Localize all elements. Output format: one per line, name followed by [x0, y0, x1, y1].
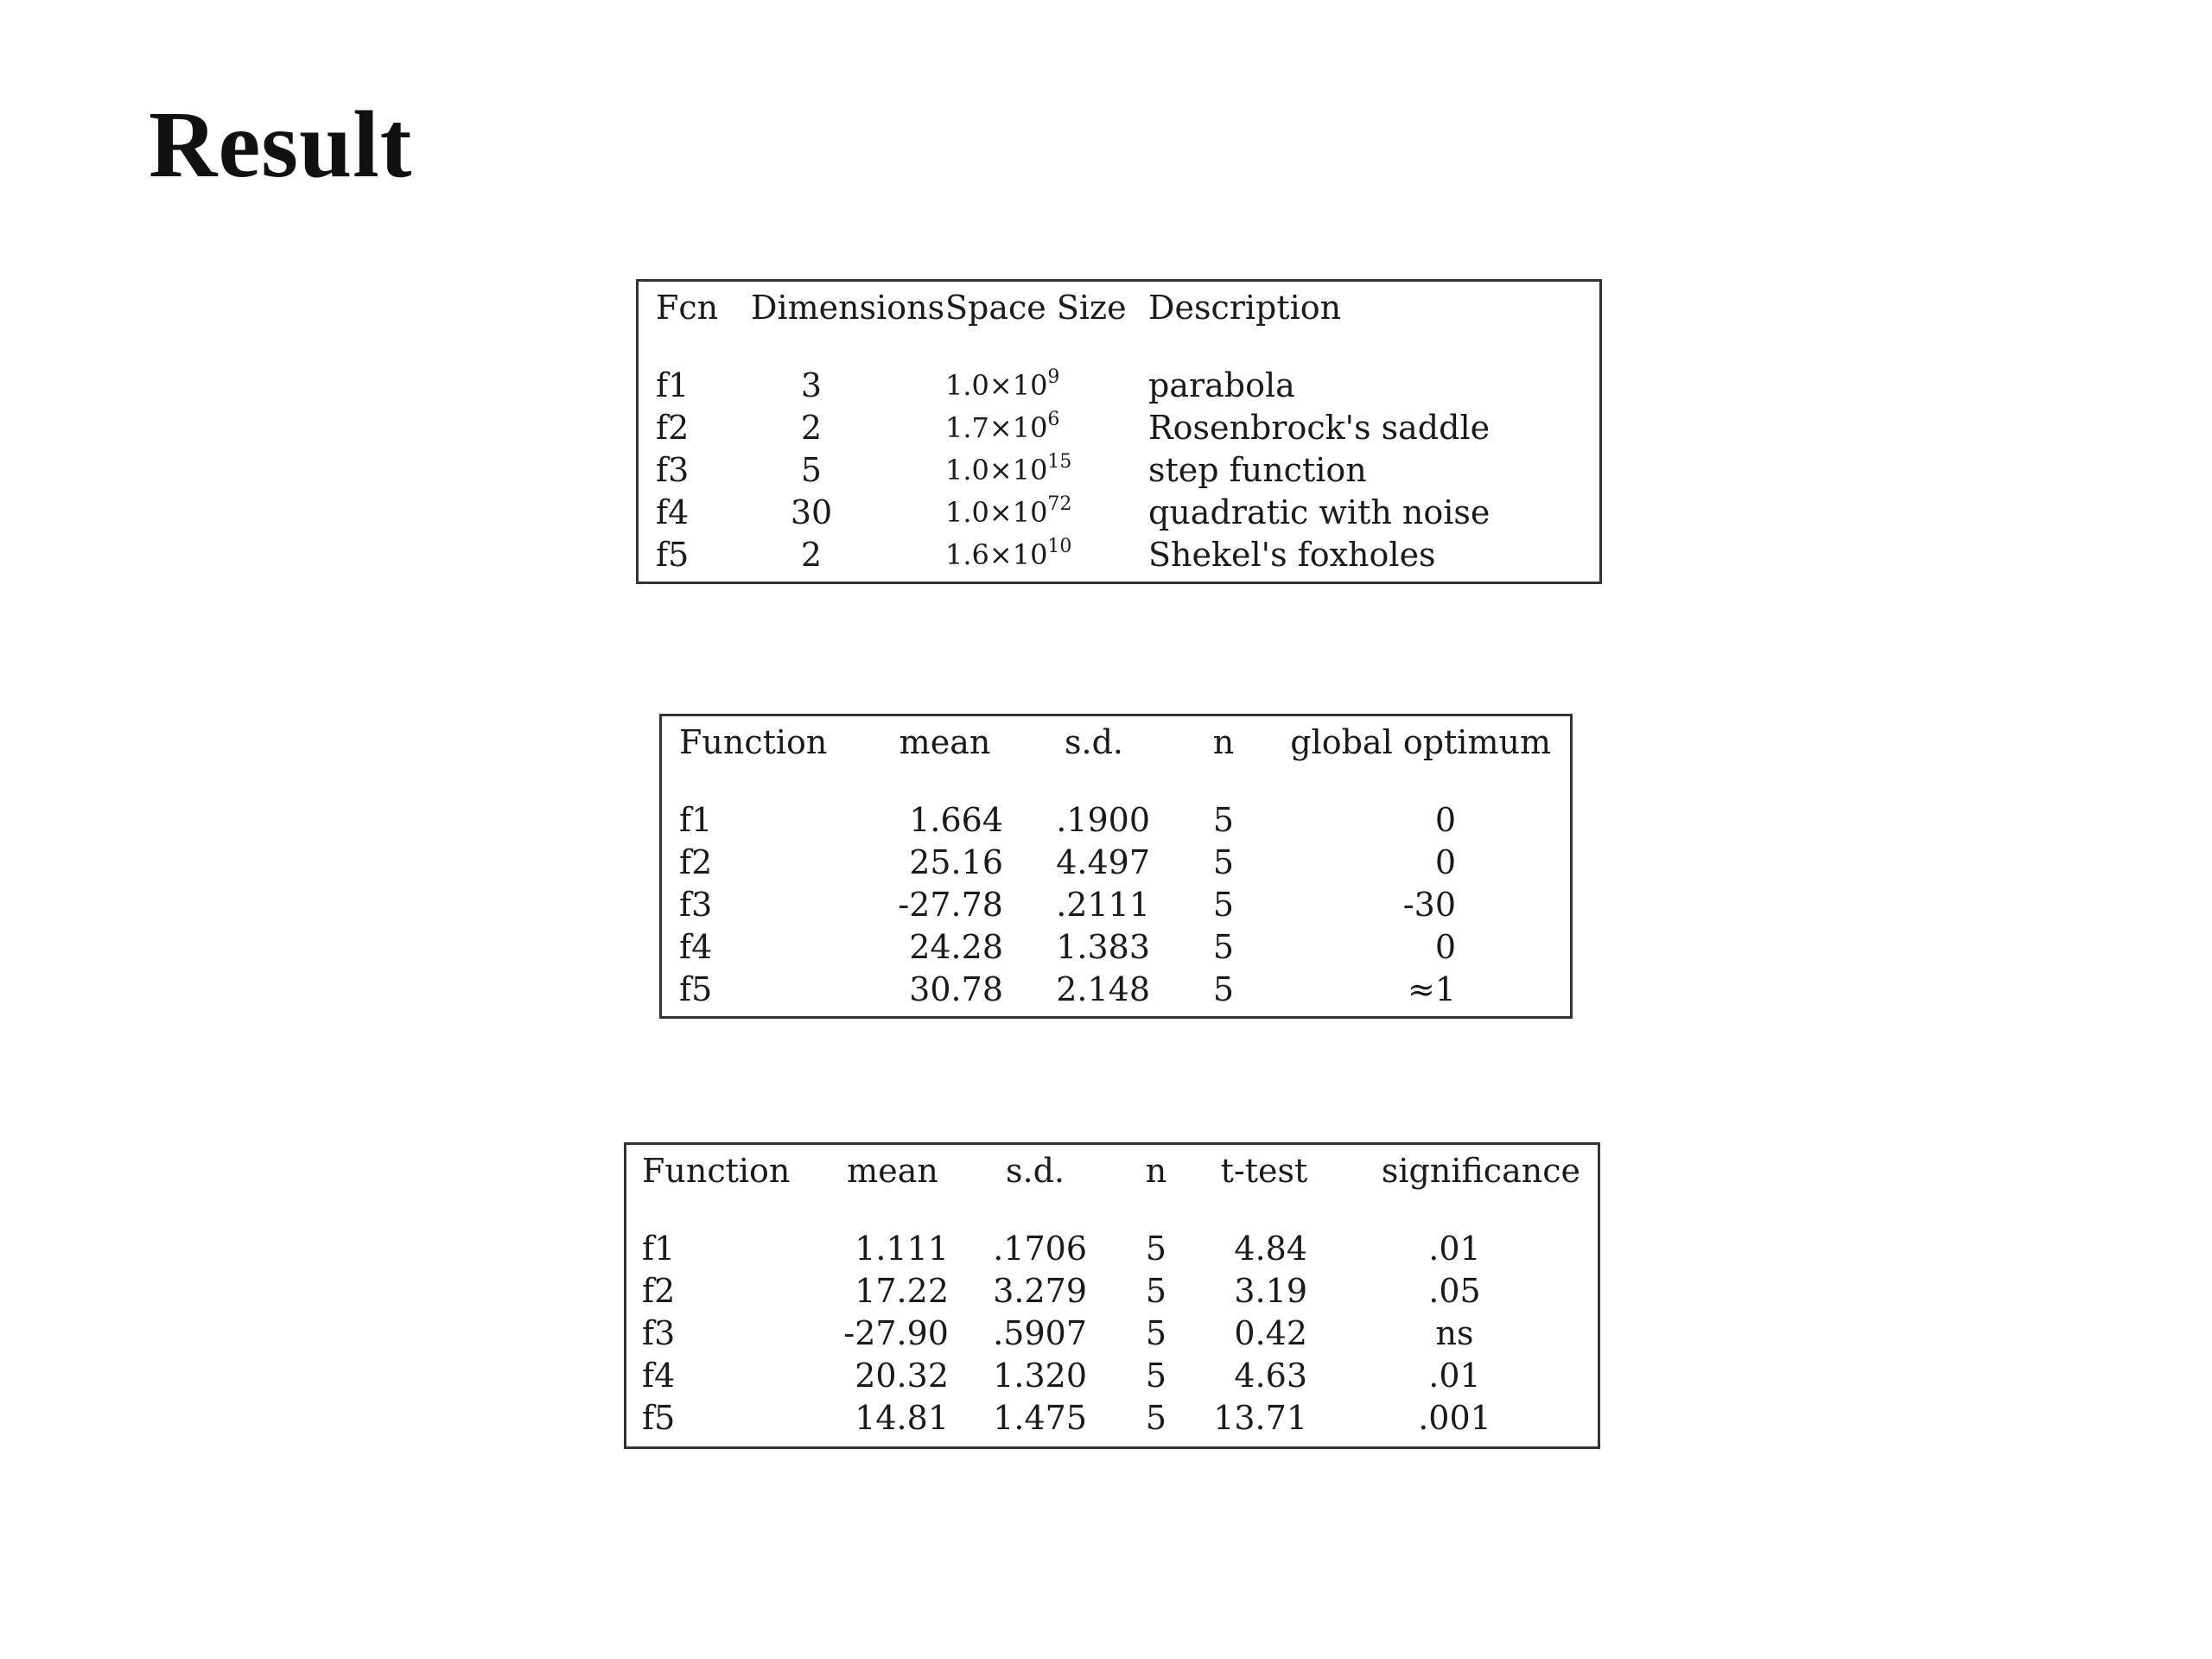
function-cell: f3 [642, 1314, 676, 1352]
function-cell: f3 [679, 886, 713, 924]
header-mean: mean [899, 723, 991, 761]
table-row [656, 407, 1586, 449]
sd-cell: 2.148 [1056, 970, 1150, 1008]
page-title: Result [149, 92, 413, 197]
t-test-cell: 3.19 [1234, 1272, 1307, 1310]
table-row [656, 492, 1586, 534]
function-cell: f4 [679, 928, 713, 966]
table-row [679, 842, 1551, 884]
description-cell: quadratic with noise [1148, 493, 1491, 531]
significance-cell: .01 [1428, 1357, 1481, 1395]
table-row [642, 1270, 1580, 1313]
space-size-cell [915, 365, 1148, 407]
table-row [656, 449, 1586, 492]
n-cell: 5 [1212, 970, 1235, 1008]
fcn-cell: f2 [656, 409, 690, 447]
mean-cell: 17.22 [855, 1272, 949, 1310]
n-cell: 5 [1212, 928, 1235, 966]
optimum-cell: ≈1 [1407, 970, 1456, 1008]
results-table [659, 714, 1573, 1019]
header-space-size: Space Size [945, 289, 1127, 327]
fcn-cell: f3 [656, 451, 690, 489]
function-cell: f1 [679, 801, 713, 839]
mean-cell: 24.28 [909, 928, 1003, 966]
optimum-cell: 0 [1434, 928, 1456, 966]
sd-cell: .1900 [1056, 801, 1150, 839]
function-cell: f1 [642, 1230, 676, 1268]
sd-cell: 1.383 [1056, 928, 1150, 966]
mean-cell: 30.78 [909, 970, 1003, 1008]
sd-cell: .1706 [993, 1230, 1087, 1268]
header-fcn: Fcn [656, 289, 719, 327]
comparison-table [624, 1142, 1600, 1449]
space-size-exponent: 15 [1047, 451, 1072, 473]
n-cell: 5 [1145, 1357, 1167, 1395]
table-row [642, 1397, 1580, 1440]
spacer-cell [656, 334, 1586, 365]
mean-cell: 14.81 [855, 1399, 949, 1437]
table-row [679, 799, 1551, 842]
header-dimensions: Dimensions [751, 289, 945, 327]
description-cell: Rosenbrock's saddle [1148, 409, 1491, 447]
dimensions-cell: 2 [800, 536, 823, 574]
t-test-cell: 13.71 [1213, 1399, 1307, 1437]
dimensions-cell: 3 [800, 366, 823, 404]
header-significance: significance [1381, 1152, 1580, 1190]
mean-cell: 20.32 [855, 1357, 949, 1395]
n-cell: 5 [1212, 886, 1235, 924]
spacer-cell [642, 1197, 1580, 1228]
description-cell: step function [1148, 451, 1367, 489]
header-sd: s.d. [1006, 1152, 1065, 1190]
spacer-row [656, 334, 1586, 365]
dimensions-cell: 30 [790, 493, 833, 531]
sd-cell: .2111 [1056, 886, 1150, 924]
significance-cell: .05 [1428, 1272, 1481, 1310]
mean-cell: -27.78 [898, 886, 1003, 924]
space-size-mantissa: 1.7×10 [945, 411, 1048, 444]
sd-cell: 4.497 [1056, 843, 1150, 881]
table-row [679, 969, 1551, 1011]
table-row [656, 534, 1586, 576]
space-size-cell [915, 492, 1148, 534]
table-header-row [679, 716, 1551, 768]
significance-cell: .001 [1418, 1399, 1491, 1437]
header-mean: mean [847, 1152, 938, 1190]
dimensions-cell: 5 [800, 451, 823, 489]
fcn-cell: f1 [656, 366, 690, 404]
space-size-cell [915, 534, 1148, 576]
table-row [656, 365, 1586, 407]
n-cell: 5 [1145, 1399, 1167, 1437]
mean-cell: 1.664 [909, 801, 1003, 839]
space-size-cell [915, 449, 1148, 492]
header-global-optimum: global optimum [1290, 723, 1551, 761]
table-header-row [656, 282, 1586, 334]
header-sd: s.d. [1065, 723, 1123, 761]
description-cell: Shekel's foxholes [1148, 536, 1436, 574]
space-size-mantissa: 1.0×10 [945, 454, 1048, 486]
header-description: Description [1148, 289, 1342, 327]
function-cell: f2 [642, 1272, 676, 1310]
header-t-test: t-test [1220, 1152, 1308, 1190]
significance-cell: .01 [1428, 1230, 1481, 1268]
function-cell: f2 [679, 843, 713, 881]
header-n: n [1212, 723, 1235, 761]
n-cell: 5 [1212, 801, 1235, 839]
sd-cell: .5907 [993, 1314, 1087, 1352]
header-function: Function [642, 1152, 791, 1190]
table-row [642, 1313, 1580, 1355]
function-cell: f4 [642, 1357, 676, 1395]
t-test-cell: 0.42 [1234, 1314, 1307, 1352]
header-function: Function [679, 723, 828, 761]
space-size-mantissa: 1.0×10 [945, 496, 1048, 529]
function-cell: f5 [679, 970, 713, 1008]
optimum-cell: 0 [1434, 801, 1456, 839]
n-cell: 5 [1145, 1272, 1167, 1310]
header-n: n [1145, 1152, 1167, 1190]
description-cell: parabola [1148, 366, 1295, 404]
table-row [642, 1228, 1580, 1270]
t-test-cell: 4.63 [1234, 1357, 1307, 1395]
n-cell: 5 [1145, 1314, 1167, 1352]
table-row [679, 884, 1551, 926]
space-size-exponent: 72 [1047, 493, 1072, 515]
spacer-cell [679, 768, 1551, 799]
spacer-row [679, 768, 1551, 799]
optimum-cell: -30 [1402, 886, 1456, 924]
mean-cell: 25.16 [909, 843, 1003, 881]
optimum-cell: 0 [1434, 843, 1456, 881]
sd-cell: 1.320 [993, 1357, 1087, 1395]
fcn-cell: f4 [656, 493, 690, 531]
function-cell: f5 [642, 1399, 676, 1437]
sd-cell: 3.279 [993, 1272, 1087, 1310]
space-size-exponent: 6 [1047, 409, 1060, 430]
space-size-mantissa: 1.0×10 [945, 369, 1048, 402]
fcn-cell: f5 [656, 536, 690, 574]
mean-cell: 1.111 [855, 1230, 949, 1268]
table-header-row [642, 1145, 1580, 1197]
space-size-cell [915, 407, 1148, 449]
space-size-exponent: 10 [1047, 536, 1072, 557]
t-test-cell: 4.84 [1234, 1230, 1307, 1268]
space-size-exponent: 9 [1047, 366, 1060, 388]
table-row [642, 1355, 1580, 1397]
n-cell: 5 [1212, 843, 1235, 881]
mean-cell: -27.90 [843, 1314, 949, 1352]
significance-cell: ns [1435, 1314, 1474, 1352]
dimensions-cell: 2 [800, 409, 823, 447]
test-functions-table [636, 279, 1602, 584]
spacer-row [642, 1197, 1580, 1228]
table-row [679, 926, 1551, 969]
n-cell: 5 [1145, 1230, 1167, 1268]
space-size-mantissa: 1.6×10 [945, 538, 1048, 571]
sd-cell: 1.475 [993, 1399, 1087, 1437]
